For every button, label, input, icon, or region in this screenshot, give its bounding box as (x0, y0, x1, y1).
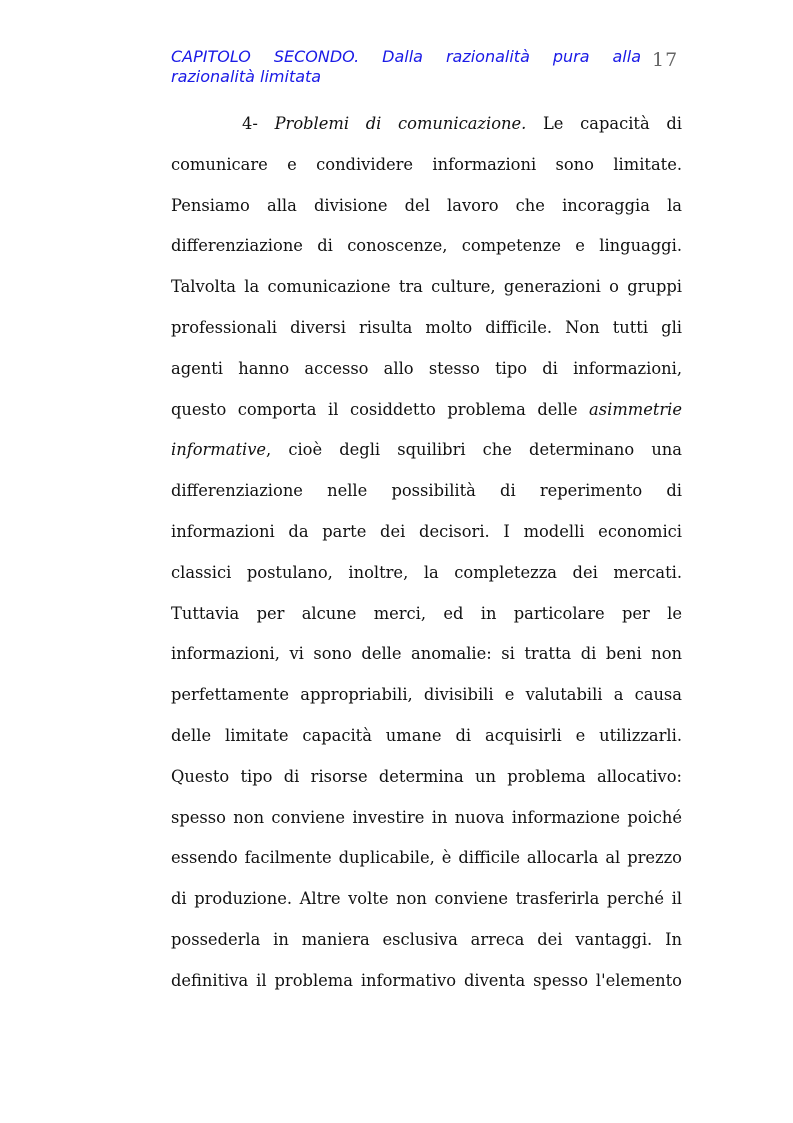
italic-term: asimmetrie (589, 399, 682, 419)
paragraph-line: Talvolta la comunicazione tra culture, generazioni o gruppi (171, 277, 682, 297)
chapter-title-line2: razionalità limitata (171, 67, 322, 86)
paragraph-line: definitiva il problema informativo diventa spesso l'elemento (171, 970, 682, 990)
line-text: , cioè degli squilibri che determinano una (266, 440, 682, 460)
chapter-header (171, 47, 641, 87)
chapter-title-line1: CAPITOLO SECONDO. Dalla razionalità pura alla (171, 47, 641, 66)
paragraph-line: di produzione. Altre volte non conviene trasferirla perché il (171, 889, 682, 909)
paragraph-line: differenziazione nelle possibilità di reperimento di (171, 481, 682, 501)
paragraph-line: agenti hanno accesso allo stesso tipo di informazioni, (171, 358, 682, 378)
paragraph-line: Questo tipo di risorse determina un problema allocativo: (171, 766, 682, 786)
paragraph-line: Pensiamo alla divisione del lavoro che incoraggia la (171, 195, 682, 215)
paragraph-line: possederla in maniera esclusiva arreca dei vantaggi. In (171, 929, 682, 949)
body-paragraph (171, 110, 682, 1008)
paragraph-line: perfettamente appropriabili, divisibili e valutabili a causa (171, 685, 682, 705)
paragraph-line (171, 110, 682, 151)
line-text: questo comporta il cosiddetto problema delle (171, 399, 590, 419)
paragraph-line (171, 436, 682, 477)
paragraph-line: essendo facilmente duplicabile, è difficile allocarla al prezzo (171, 848, 682, 868)
italic-term: informative (171, 440, 267, 460)
paragraph-line: classici postulano, inoltre, la completezza dei mercati. (171, 562, 682, 582)
section-number: 4- (242, 114, 258, 133)
section-title: Problemi di comunicazione. (274, 114, 527, 133)
paragraph-line: comunicare e condividere informazioni sono limitate. (171, 154, 682, 174)
paragraph-line: informazioni da parte dei decisori. I modelli economici (171, 521, 682, 541)
paragraph-line: spesso non conviene investire in nuova informazione poiché (171, 807, 682, 827)
paragraph-line: professionali diversi risulta molto difficile. Non tutti gli (171, 317, 682, 337)
first-line-text: Le capacità di (526, 114, 682, 133)
paragraph-line: informazioni, vi sono delle anomalie: si tratta di beni non (171, 644, 682, 664)
page-number: 17 (652, 49, 679, 71)
paragraph-line: differenziazione di conoscenze, competenze e linguaggi. (171, 236, 682, 256)
paragraph-line: delle limitate capacità umane di acquisirli e utilizzarli. (171, 725, 682, 745)
paragraph-line (171, 396, 682, 437)
paragraph-line: Tuttavia per alcune merci, ed in particolare per le (171, 603, 682, 623)
